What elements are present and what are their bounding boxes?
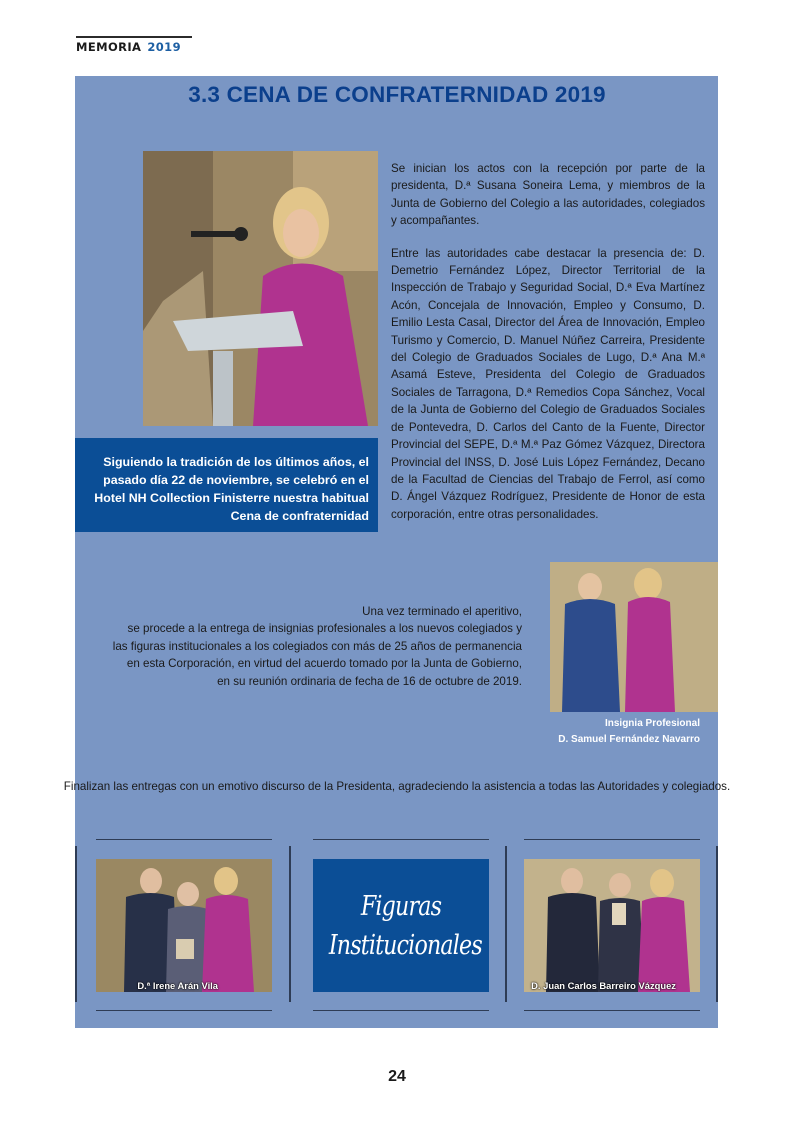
photo-speaker-at-lectern bbox=[143, 151, 378, 426]
insignias-line: se procede a la entrega de insignias profesionales a los nuevos colegiados y bbox=[127, 622, 522, 636]
divider-vertical-1 bbox=[75, 846, 77, 1002]
figuras-title-line1: Figuras bbox=[360, 891, 442, 922]
page-number: 24 bbox=[388, 1068, 406, 1085]
insignia-caption bbox=[550, 716, 700, 748]
insignias-line: las figuras institucionales a los colegiados con más de 25 años de permanencia bbox=[112, 639, 522, 653]
divider-top-left bbox=[96, 839, 272, 840]
running-header bbox=[76, 36, 194, 54]
closing-paragraph: Finalizan las entregas con un emotivo discurso de la Presidenta, agradeciendo la asistencia a todas las Autoridades y colegiados. bbox=[63, 780, 731, 793]
figuras-institucionales-box bbox=[313, 859, 489, 992]
divider-top-center bbox=[313, 839, 489, 840]
header-word-memoria: MEMORIA bbox=[76, 40, 142, 54]
divider-vertical-2 bbox=[289, 846, 291, 1002]
divider-bottom-left bbox=[96, 1010, 272, 1011]
header-word-year: 2019 bbox=[147, 40, 181, 54]
divider-vertical-3 bbox=[505, 846, 507, 1002]
photo-insignia-profesional bbox=[550, 562, 718, 712]
insignia-caption-name: D. Samuel Fernández Navarro bbox=[558, 734, 700, 745]
divider-bottom-center bbox=[313, 1010, 489, 1011]
article-body bbox=[391, 160, 705, 538]
insignias-line: Una vez terminado el aperitivo, bbox=[362, 605, 522, 618]
divider-vertical-4 bbox=[716, 846, 718, 1002]
insignias-line: en esta Corporación, en virtud del acuerdo tomado por la Junta de Gobierno, bbox=[126, 657, 522, 671]
header-rule bbox=[76, 36, 192, 38]
insignias-line: en su reunión ordinaria de fecha de 16 de octubre de 2019. bbox=[217, 674, 522, 688]
divider-top-right bbox=[524, 839, 700, 840]
divider-bottom-right bbox=[524, 1010, 700, 1011]
photo-label-right: D. Juan Carlos Barreiro Vázquez bbox=[531, 980, 676, 991]
insignias-paragraph bbox=[100, 603, 522, 690]
paragraph-authorities: Entre las autoridades cabe destacar la presencia de: D. Demetrio Fernández López, Director Territorial de la Inspección de Trabajo y Seguridad Social, D.ª Eva Martínez Acón, Concejala de Innovación, Empleo y Consumo, D. Emilio Lesta Casal, Director del Área de Innovación, Empleo Turismo y Comercio, D. Manuel Núñez Carreira, Presidente del Colegio de Graduados Sociales de Lugo, D.ª Ana M.ª Asamá Esteve, Presidenta del Colegio de Graduados Sociales de Tarragona, D.ª Remedios Copa Sánchez, Vocal de la Junta de Gobierno del Colegio de Graduados Sociales de Pontevedra, D. Carlos del Canto de la Fuente, Director Provincial del SEPE, D.ª M.ª Paz Gómez Vázquez, Directora Provincial del INSS, D. José Luis López Fernández, Decano de la Facultad de Ciencias del Trabajo de Ferrol, así como D. Ángel Vázquez Rodríguez, Presidente de Honor de esta corporación, entre otras personalidades. bbox=[391, 246, 705, 521]
figuras-title-line2: Institucionales bbox=[328, 930, 482, 961]
photo-figura-institucional-right bbox=[524, 859, 700, 992]
photo-figura-institucional-left bbox=[96, 859, 272, 992]
insignia-caption-title: Insignia Profesional bbox=[604, 718, 700, 729]
photo-label-left: D.ª Irene Arán Vila bbox=[137, 980, 218, 991]
section-title: 3.3 CENA DE CONFRATERNIDAD 2019 bbox=[188, 82, 606, 107]
header-text bbox=[76, 40, 194, 54]
paragraph-reception: Se inician los actos con la recepción por parte de la presidenta, D.ª Susana Soneira Lema, y miembros de la Junta de Gobierno del Colegio a las autoridades, colegiados y acompañantes. bbox=[391, 162, 705, 228]
intro-caption-box: Siguiendo la tradición de los últimos años, el pasado día 22 de noviembre, se celebró en el Hotel NH Collection Finisterre nuestra habitual Cena de confraternidad bbox=[75, 438, 378, 532]
